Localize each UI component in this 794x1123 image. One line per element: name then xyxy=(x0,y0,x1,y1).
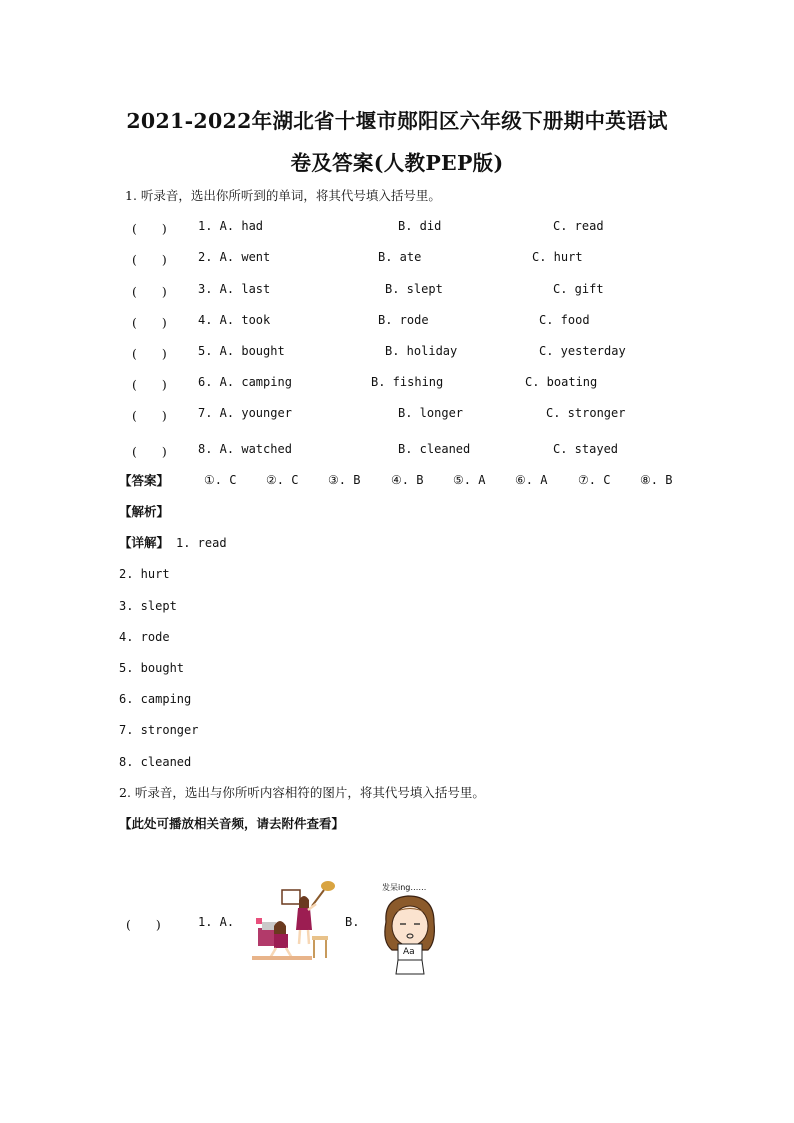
detail-item: 8. cleaned xyxy=(119,755,192,769)
answer-bracket[interactable]: ( ) xyxy=(132,252,167,267)
option-c: C. yesterday xyxy=(539,344,626,358)
answer-item: ④. B xyxy=(391,473,424,487)
answer-bracket[interactable]: ( ) xyxy=(126,917,161,932)
answer-item: ③. B xyxy=(328,473,361,487)
detail-item: 3. slept xyxy=(119,599,177,613)
option-c: C. gift xyxy=(553,282,604,296)
answer-bracket[interactable]: ( ) xyxy=(132,284,167,299)
option-a: 3. A. last xyxy=(198,282,271,296)
answer-bracket[interactable]: ( ) xyxy=(132,408,167,423)
option-a: 2. A. went xyxy=(198,250,271,264)
answer-item: ①. C xyxy=(204,473,237,487)
page-title-line2: 卷及答案(人教PEP版) xyxy=(290,151,504,175)
detail-item: 7. stronger xyxy=(119,723,199,737)
girl-drawing xyxy=(380,892,440,976)
option-b: B. xyxy=(345,915,360,929)
option-a: 7. A. younger xyxy=(198,406,292,420)
book-label: Aa xyxy=(403,947,415,957)
option-b: B. holiday xyxy=(385,344,458,358)
page-title-line1: 2021-2022年湖北省十堰市郧阳区六年级下册期中英语试 xyxy=(126,109,668,133)
answer-item: ⑤. A xyxy=(453,473,486,487)
thought-caption: 发呆ing…… xyxy=(382,883,427,892)
section2-instruction: 2. 听录音，选出与你所听内容相符的图片，将其代号填入括号里。 xyxy=(119,785,485,800)
answer-item: ②. C xyxy=(266,473,299,487)
option-b: B. slept xyxy=(385,282,443,296)
answer-bracket[interactable]: ( ) xyxy=(132,444,167,459)
analysis-label: 【解析】 xyxy=(119,504,170,519)
option-c: C. hurt xyxy=(532,250,583,264)
option-b: B. longer xyxy=(398,406,464,420)
audio-note: 【此处可播放相关音频，请去附件查看】 xyxy=(119,816,345,831)
option-a: 5. A. bought xyxy=(198,344,285,358)
option-b: B. ate xyxy=(378,250,422,264)
detail-label: 【详解】 xyxy=(119,535,170,550)
option-a: 6. A. camping xyxy=(198,375,292,389)
detail-item: 6. camping xyxy=(119,692,192,706)
option-b: B. did xyxy=(398,219,442,233)
detail-item: 5. bought xyxy=(119,661,185,675)
option-b: B. cleaned xyxy=(398,442,471,456)
option-b: B. rode xyxy=(378,313,429,327)
answer-item: ⑧. B xyxy=(640,473,673,487)
answer-item: ⑥. A xyxy=(515,473,548,487)
option-a: 4. A. took xyxy=(198,313,271,327)
answer-item: ⑦. C xyxy=(578,473,611,487)
option-c: C. read xyxy=(553,219,604,233)
detail-item: 4. rode xyxy=(119,630,170,644)
option-a: 1. A. had xyxy=(198,219,264,233)
option-c: C. stayed xyxy=(553,442,619,456)
detail-item: 2. hurt xyxy=(119,567,170,581)
option-c: C. boating xyxy=(525,375,598,389)
section1-instruction: 1. 听录音，选出你所听到的单词，将其代号填入括号里。 xyxy=(125,188,441,203)
option-c: C. stronger xyxy=(546,406,626,420)
answer-bracket[interactable]: ( ) xyxy=(132,346,167,361)
daydream-girl-image[interactable] xyxy=(380,882,440,972)
detail-item: 1. read xyxy=(176,536,227,550)
option-c: C. food xyxy=(539,313,590,327)
answer-bracket[interactable]: ( ) xyxy=(132,221,167,236)
answer-bracket[interactable]: ( ) xyxy=(132,315,167,330)
option-a: 8. A. watched xyxy=(198,442,292,456)
answer-label: 【答案】 xyxy=(119,473,170,488)
option-b: B. fishing xyxy=(371,375,444,389)
answer-bracket[interactable]: ( ) xyxy=(132,377,167,392)
cleaning-girls-image[interactable] xyxy=(252,878,340,964)
option-a: 1. A. xyxy=(198,915,235,929)
